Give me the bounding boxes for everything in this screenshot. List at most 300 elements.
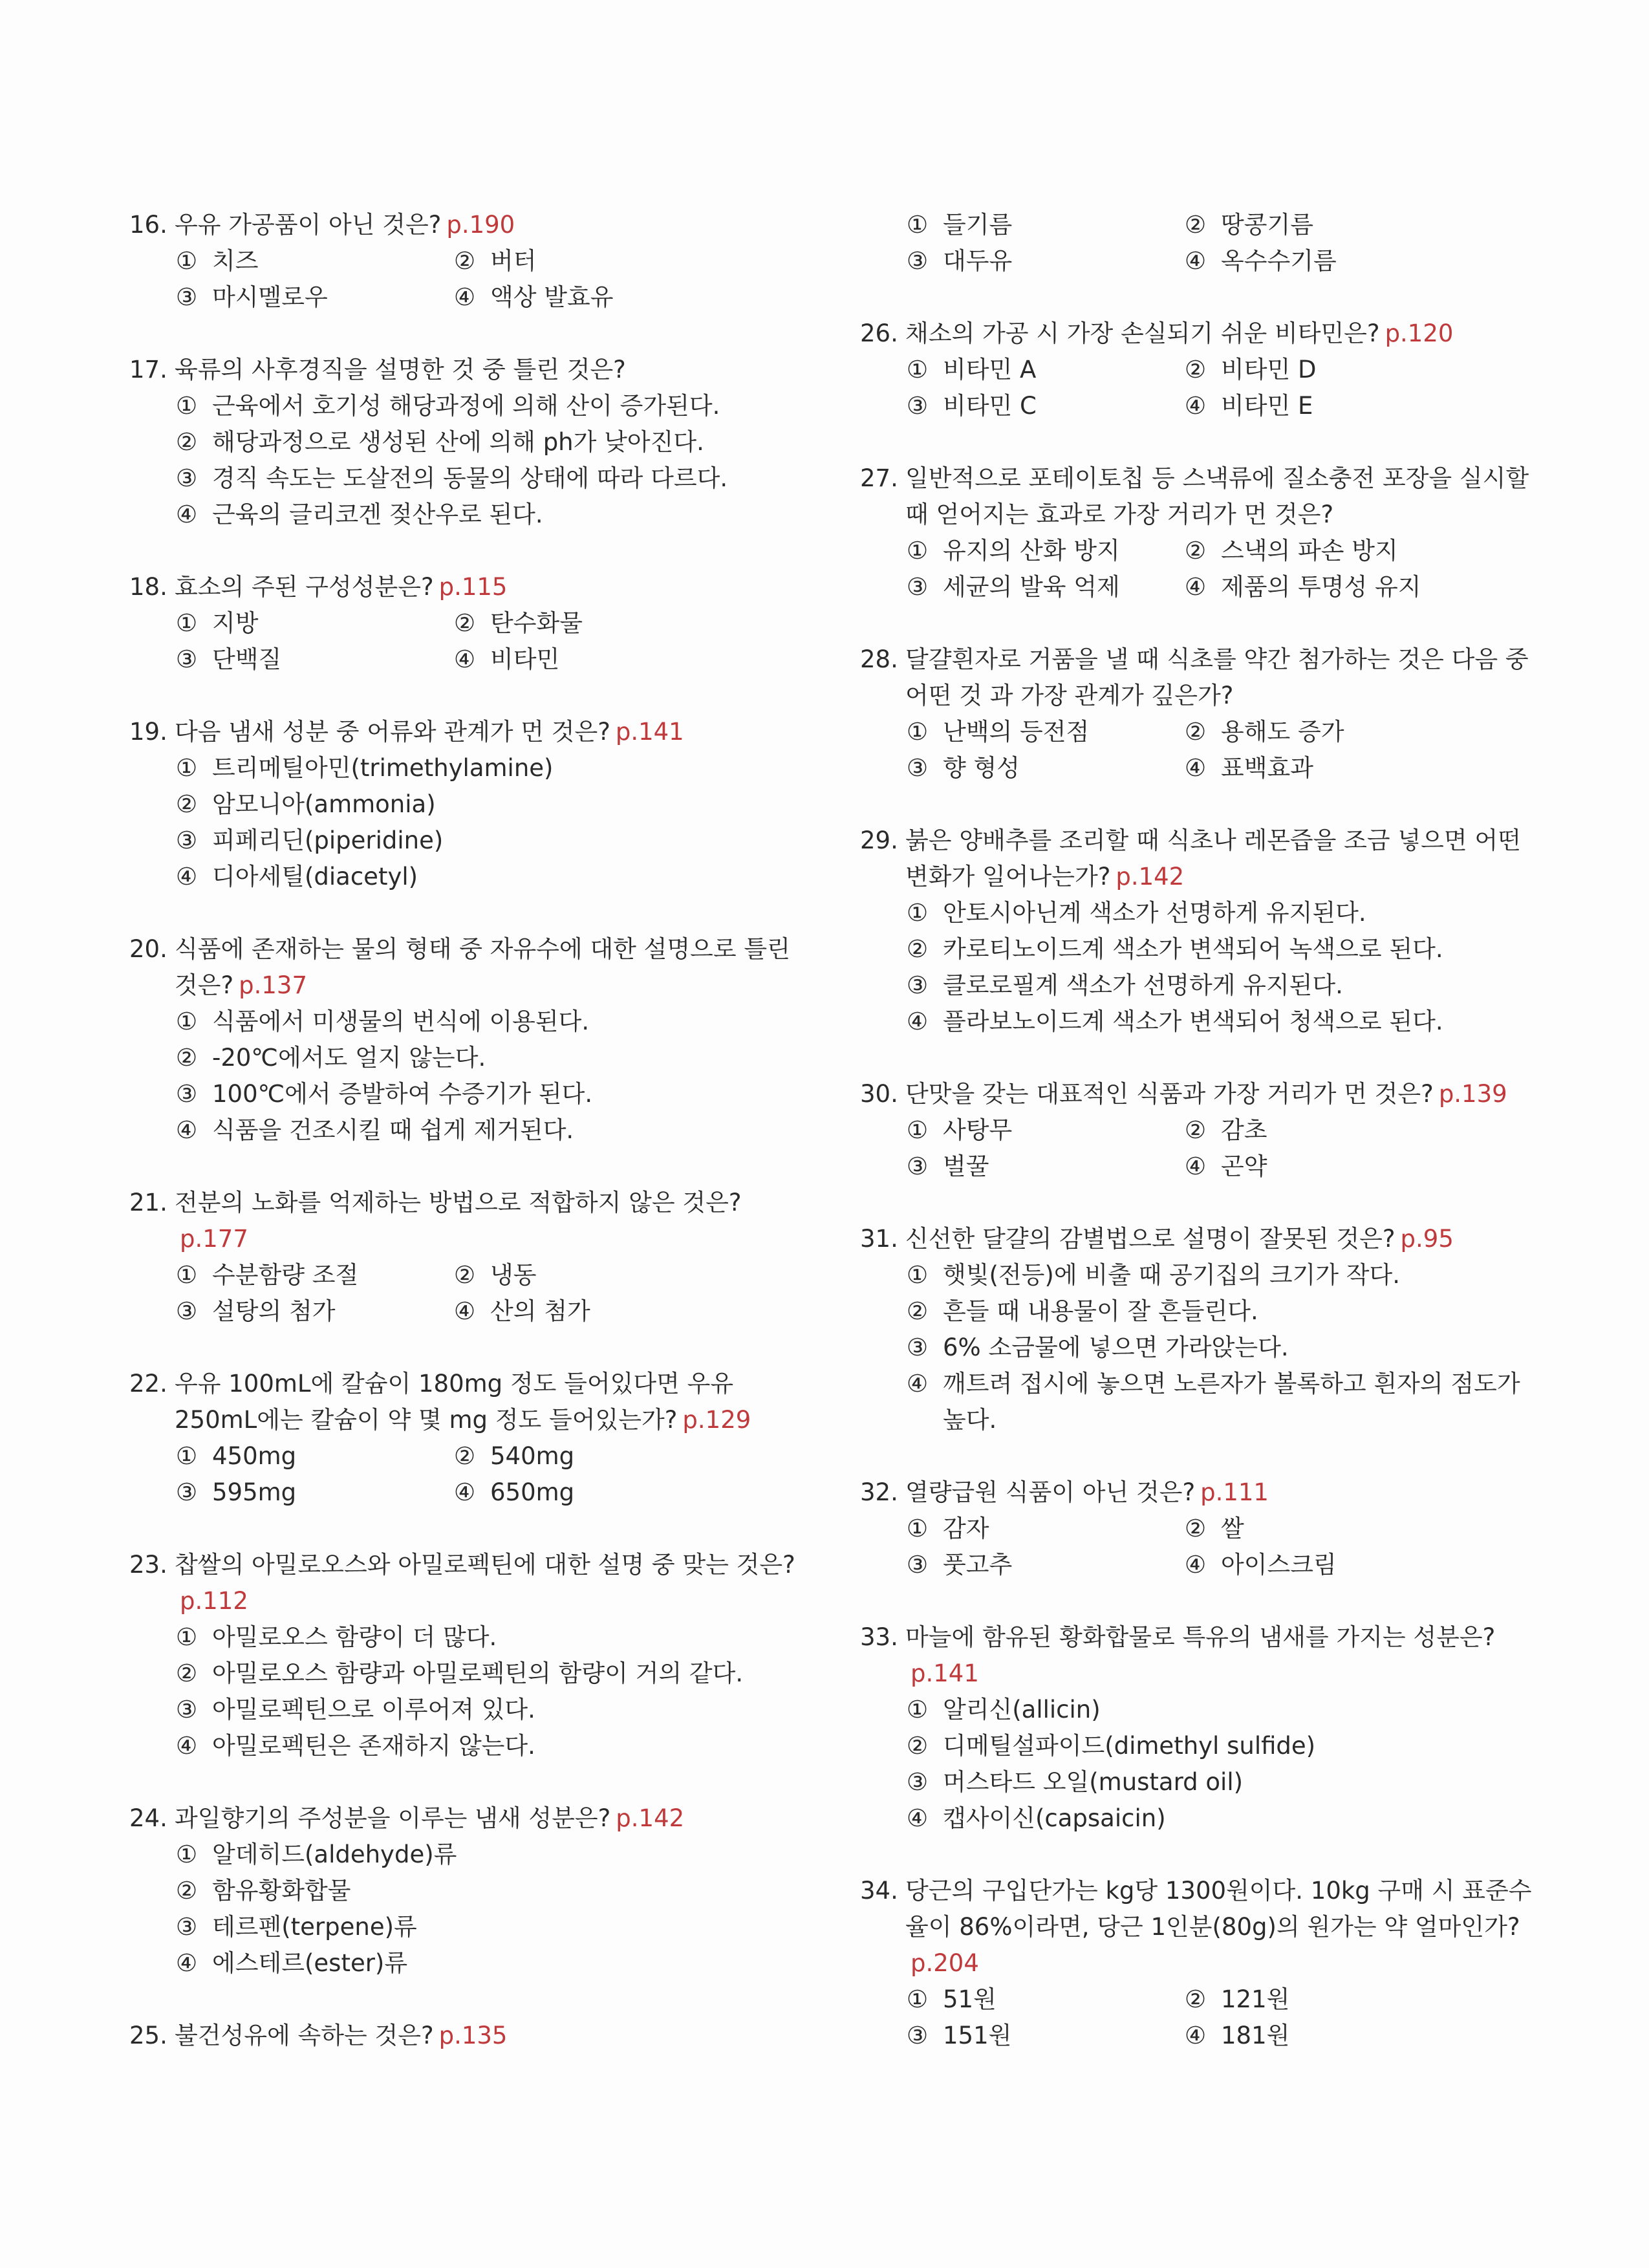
option-text: 캡사이신(capsaicin) [943,1804,1166,1832]
answer-option [176,1945,808,1982]
answer-options [860,1511,1539,1583]
question-number: 21. [129,1189,167,1216]
option-marker: ③ [907,2022,929,2049]
option-text: 마시멜로우 [212,283,328,311]
option-marker: ④ [1185,2022,1207,2049]
question-stem [860,642,1539,714]
option-text: 깨트려 접시에 놓으면 노른자가 볼록하고 흰자의 점도가 높다. [943,1370,1520,1434]
answer-option [907,1547,1185,1583]
option-marker: ③ [907,573,929,601]
option-marker: ② [176,1044,198,1072]
question-text: 열량급원 식품이 아닌 것은? [905,1478,1196,1506]
option-text: 액상 발효유 [490,283,614,311]
option-marker: ① [176,1623,198,1651]
page-reference: p.115 [438,573,508,601]
page-reference: p.139 [1438,1080,1507,1108]
answer-option [176,1293,454,1330]
question-stem [129,931,808,1004]
option-text: 곤약 [1221,1152,1267,1180]
question-number: 18. [129,573,167,601]
option-marker: ① [907,1261,929,1289]
answer-option [1185,569,1539,605]
answer-options [860,1112,1539,1185]
answer-options [129,1004,808,1149]
option-marker: ② [454,1261,476,1289]
answer-options [129,605,808,678]
question-stem [860,316,1539,352]
question-number: 16. [129,211,167,239]
question-stem [860,1873,1539,1982]
question-stem [129,714,808,750]
option-text: 식품에서 미생물의 번식에 이용된다. [212,1008,590,1035]
option-text: 6% 소금물에 넣으면 가라앉는다. [943,1334,1289,1361]
option-marker: ④ [907,1370,929,1398]
answer-options [860,1257,1539,1438]
question-stem [129,2018,808,2054]
option-marker: ④ [1185,392,1207,420]
option-text: 함유황화합물 [212,1877,351,1905]
option-marker: ① [907,1696,929,1723]
option-text: 식품을 건조시킬 때 쉽게 제거된다. [212,1116,574,1144]
question-text: 전분의 노화를 억제하는 방법으로 적합하지 않은 것은? [175,1189,742,1216]
option-text: 테르펜(terpene)류 [212,1913,417,1941]
question-number: 17. [129,356,167,383]
option-text: 수분함량 조절 [212,1261,359,1289]
option-marker: ① [176,1261,198,1289]
option-marker: ④ [454,283,476,311]
answer-option [176,1619,808,1656]
option-marker: ③ [176,1696,198,1723]
option-marker: ③ [176,1297,198,1325]
answer-options [860,895,1539,1040]
answer-option [454,1293,808,1330]
option-text: 아이스크림 [1221,1551,1337,1579]
answer-option [176,786,808,823]
option-marker: ④ [176,1116,198,1144]
option-marker: ④ [1185,1551,1207,1579]
answer-option [907,1692,1539,1728]
answer-option [907,895,1539,931]
answer-option [907,207,1185,243]
option-marker: ③ [176,1080,198,1108]
answer-option [907,243,1185,279]
answer-options [860,714,1539,786]
answer-option [907,1149,1185,1185]
answer-option [176,424,808,460]
answer-option [907,569,1185,605]
option-text: 경직 속도는 도살전의 동물의 상태에 따라 다르다. [212,464,728,492]
answer-option [176,243,454,279]
option-text: 유지의 산화 방지 [943,537,1120,565]
option-text: 540mg [490,1442,575,1470]
option-text: 아밀로오스 함량과 아밀로펙틴의 함량이 거의 같다. [212,1659,744,1687]
question [860,642,1539,786]
option-text: 들기름 [943,211,1013,239]
question-text: 육류의 사후경직을 설명한 것 중 틀린 것은? [175,356,626,383]
answer-option [176,1728,808,1764]
answer-option [907,533,1185,569]
question [129,1800,808,1982]
answer-option [907,1982,1185,2018]
answer-option [1185,1982,1539,2018]
option-marker: ② [907,935,929,963]
answer-option [176,1474,454,1511]
answer-option [176,1656,808,1692]
question-stem [129,1185,808,1257]
question-stem [129,1547,808,1619]
answer-option [907,714,1185,750]
question-text: 신선한 달걀의 감별법으로 설명이 잘못된 것은? [905,1225,1396,1253]
option-marker: ③ [907,1551,929,1579]
option-text: 감초 [1221,1116,1267,1144]
question [860,316,1539,424]
answer-option [907,1764,1539,1800]
question-text: 단맛을 갖는 대표적인 식품과 가장 거리가 먼 것은? [905,1080,1434,1108]
question [129,352,808,533]
answer-option [454,1438,808,1474]
option-marker: ② [176,428,198,456]
answer-option [176,1873,808,1909]
answer-option [176,1004,808,1040]
option-marker: ② [1185,1985,1207,2013]
option-marker: ② [1185,537,1207,565]
question-number: 28. [860,645,898,673]
option-text: 595mg [212,1478,297,1506]
question-text: 찹쌀의 아밀로오스와 아밀로펙틴에 대한 설명 중 맞는 것은? [175,1551,795,1579]
option-text: 디아세틸(diacetyl) [212,863,418,891]
option-text: 햇빛(전등)에 비출 때 공기집의 크기가 작다. [943,1261,1401,1289]
option-marker: ① [907,899,929,927]
answer-option [907,1330,1539,1366]
question-number: 31. [860,1225,898,1253]
page-reference: p.111 [1200,1478,1269,1506]
option-text: 카로티노이드계 색소가 변색되어 녹색으로 된다. [943,935,1443,963]
option-marker: ② [176,1659,198,1687]
question-number: 29. [860,826,898,854]
page-reference: p.120 [1385,319,1454,347]
answer-option [1185,352,1539,388]
option-marker: ④ [176,1949,198,1977]
option-text: 비타민 A [943,356,1037,383]
answer-option [176,1837,808,1873]
option-text: 비타민 [490,645,560,673]
question-number: 33. [860,1623,898,1651]
option-marker: ③ [907,971,929,999]
option-marker: ① [907,211,929,239]
option-text: 플라보노이드계 색소가 변색되어 청색으로 된다. [943,1008,1443,1035]
answer-option [454,279,808,316]
option-text: 비타민 E [1221,392,1313,420]
option-text: 아밀로오스 함량이 더 많다. [212,1623,497,1651]
option-text: -20℃에서도 얼지 않는다. [212,1044,486,1072]
answer-option [176,279,454,316]
option-marker: ③ [907,1334,929,1361]
right-column [860,207,1539,2090]
page-reference: p.112 [180,1587,248,1615]
option-marker: ① [176,609,198,637]
option-text: 근육의 글리코겐 젖산우로 된다. [212,501,543,528]
question [860,207,1539,279]
question-text: 우유 가공품이 아닌 것은? [175,211,442,239]
option-marker: ① [176,1442,198,1470]
option-text: 비타민 D [1221,356,1317,383]
option-marker: ④ [454,1297,476,1325]
option-text: 알데히드(aldehyde)류 [212,1841,457,1868]
option-text: 쌀 [1221,1515,1244,1542]
answer-option [1185,750,1539,786]
option-text: 버터 [490,247,537,275]
option-text: 난백의 등전점 [943,718,1090,746]
option-text: 450mg [212,1442,297,1470]
question [860,1474,1539,1583]
answer-option [907,931,1539,967]
answer-options [860,1982,1539,2054]
option-text: 151원 [943,2022,1012,2049]
option-marker: ④ [1185,247,1207,275]
question-text: 과일향기의 주성분을 이루는 냄새 성분은? [175,1804,611,1832]
question-number: 23. [129,1551,167,1579]
option-text: 벌꿀 [943,1152,989,1180]
question-number: 24. [129,1804,167,1832]
option-text: 설탕의 첨가 [212,1297,336,1325]
question-number: 30. [860,1080,898,1108]
question-number: 34. [860,1877,898,1905]
answer-option [454,605,808,642]
answer-option [1185,2018,1539,2054]
question-stem [860,1076,1539,1112]
option-marker: ③ [907,1152,929,1180]
answer-options [860,352,1539,424]
question-text: 우유 100mL에 칼슘이 180mg 정도 들어있다면 우유 250mL에는 칼슘이 약 몇 mg 정도 들어있는가? [175,1370,734,1434]
page-reference: p.142 [1116,863,1185,891]
answer-option [176,1692,808,1728]
answer-option [907,1112,1185,1149]
option-text: 단백질 [212,645,282,673]
option-marker: ④ [176,863,198,891]
option-marker: ③ [176,645,198,673]
answer-option [907,1004,1539,1040]
option-marker: ① [176,392,198,420]
option-marker: ④ [176,1732,198,1760]
question-number: 26. [860,319,898,347]
option-text: 제품의 투명성 유지 [1221,573,1421,601]
option-text: 121원 [1221,1985,1290,2013]
question-stem [129,569,808,605]
question [129,569,808,678]
question [860,1076,1539,1185]
question-number: 32. [860,1478,898,1506]
left-column [129,207,808,2090]
answer-options [129,1438,808,1511]
option-marker: ② [1185,1116,1207,1144]
option-marker: ③ [907,1768,929,1796]
option-marker: ① [907,356,929,383]
question-text: 마늘에 함유된 황화합물로 특유의 냄새를 가지는 성분은? [905,1623,1496,1651]
answer-options [129,750,808,895]
question-text: 붉은 양배추를 조리할 때 식초나 레몬즙을 조금 넣으면 어떤 변화가 일어나는가? [905,826,1521,891]
option-text: 650mg [490,1478,575,1506]
page-reference: p.141 [911,1659,979,1687]
question [860,1221,1539,1438]
answer-option [176,1438,454,1474]
question [129,2018,808,2054]
answer-option [907,967,1539,1004]
answer-option [907,2018,1185,2054]
question-text: 달걀흰자로 거품을 낼 때 식초를 약간 첨가하는 것은 다음 중 어떤 것 과 가장 관계가 깊은가? [905,645,1529,709]
answer-options [129,1619,808,1764]
answer-option [907,1511,1185,1547]
question [129,207,808,316]
option-text: 비타민 C [943,392,1037,420]
option-text: 암모니아(ammonia) [212,790,436,818]
answer-option [1185,714,1539,750]
question [860,823,1539,1040]
option-marker: ③ [176,464,198,492]
option-marker: ② [1185,718,1207,746]
option-marker: ① [176,754,198,782]
question-text: 다음 냄새 성분 중 어류와 관계가 먼 것은? [175,718,610,746]
answer-option [1185,207,1539,243]
answer-option [907,1293,1539,1330]
option-text: 산의 첨가 [490,1297,590,1325]
option-text: 근육에서 호기성 해당과정에 의해 산이 증가된다. [212,392,720,420]
option-text: 안토시아닌계 색소가 선명하게 유지된다. [943,899,1366,927]
option-marker: ③ [907,754,929,782]
option-marker: ④ [454,645,476,673]
option-text: 디메틸설파이드(dimethyl sulfide) [943,1732,1316,1760]
option-text: 클로로필계 색소가 선명하게 유지된다. [943,971,1343,999]
option-marker: ③ [907,392,929,420]
option-marker: ④ [1185,573,1207,601]
question-number: 20. [129,935,167,963]
option-marker: ③ [176,1913,198,1941]
question-stem [860,1221,1539,1257]
option-text: 해당과정으로 생성된 산에 의해 ph가 낮아진다. [212,428,704,456]
answer-option [1185,1112,1539,1149]
option-marker: ① [907,718,929,746]
question-number: 19. [129,718,167,746]
question-stem [129,1366,808,1438]
option-marker: ④ [907,1008,929,1035]
question-number: 27. [860,464,898,492]
answer-option [176,823,808,859]
option-text: 트리메틸아민(trimethylamine) [212,754,554,782]
option-marker: ③ [176,1478,198,1506]
option-marker: ② [454,1442,476,1470]
answer-options [860,207,1539,279]
option-marker: ② [176,790,198,818]
option-text: 사탕무 [943,1116,1013,1144]
question-stem [129,1800,808,1837]
answer-options [129,1257,808,1330]
page-reference: p.141 [615,718,684,746]
question [129,714,808,895]
option-text: 땅콩기름 [1221,211,1313,239]
answer-options [860,533,1539,605]
answer-option [176,859,808,895]
question-stem [860,823,1539,895]
answer-option [176,1040,808,1076]
option-marker: ① [176,247,198,275]
option-text: 에스테르(ester)류 [212,1949,408,1977]
answer-option [907,1728,1539,1764]
answer-option [176,388,808,424]
answer-option [1185,533,1539,569]
page-reference: p.129 [682,1406,751,1434]
answer-option [1185,1149,1539,1185]
question-text: 효소의 주된 구성성분은? [175,573,434,601]
option-text: 표백효과 [1221,754,1313,782]
option-text: 풋고추 [943,1551,1013,1579]
option-marker: ④ [1185,754,1207,782]
page-reference: p.204 [911,1949,979,1977]
option-text: 51원 [943,1985,997,2013]
question-number: 22. [129,1370,167,1398]
question-number: 25. [129,2022,167,2049]
option-marker: ④ [454,1478,476,1506]
option-text: 대두유 [943,247,1013,275]
answer-option [176,1112,808,1149]
answer-option [1185,1511,1539,1547]
option-marker: ① [907,537,929,565]
question-stem [129,207,808,243]
answer-option [454,1474,808,1511]
question [129,1547,808,1764]
answer-option [454,243,808,279]
option-marker: ② [1185,211,1207,239]
option-text: 181원 [1221,2022,1290,2049]
answer-option [176,1909,808,1945]
page-reference: p.137 [239,971,307,999]
answer-options [860,1692,1539,1837]
option-text: 머스타드 오일(mustard oil) [943,1768,1244,1796]
answer-option [176,497,808,533]
option-marker: ② [176,1877,198,1905]
answer-options [129,1837,808,1982]
option-marker: ④ [176,501,198,528]
option-marker: ② [907,1732,929,1760]
option-text: 용해도 증가 [1221,718,1344,746]
question-text: 일반적으로 포테이토칩 등 스낵류에 질소충전 포장을 실시할 때 얻어지는 효과로 가장 거리가 먼 것은? [905,464,1529,528]
question [860,460,1539,605]
page-reference: p.142 [616,1804,685,1832]
question-text: 불건성유에 속하는 것은? [175,2022,434,2049]
question [860,1873,1539,2054]
option-marker: ② [1185,356,1207,383]
answer-option [907,352,1185,388]
option-marker: ② [454,609,476,637]
option-text: 냉동 [490,1261,537,1289]
option-text: 치즈 [212,247,259,275]
question-stem [860,460,1539,533]
option-marker: ① [907,1985,929,2013]
option-marker: ③ [907,247,929,275]
answer-option [176,1076,808,1112]
option-marker: ② [1185,1515,1207,1542]
question-stem [860,1474,1539,1511]
option-text: 아밀로펙틴은 존재하지 않는다. [212,1732,535,1760]
answer-option [907,1257,1539,1293]
answer-option [176,750,808,786]
answer-option [176,642,454,678]
option-marker: ③ [176,826,198,854]
question-text: 식품에 존재하는 물의 형태 중 자유수에 대한 설명으로 틀린 것은? [175,935,790,999]
option-marker: ④ [907,1804,929,1832]
option-marker: ② [907,1297,929,1325]
answer-option [454,1257,808,1293]
page-reference: p.190 [446,211,515,239]
question-stem [860,1619,1539,1692]
